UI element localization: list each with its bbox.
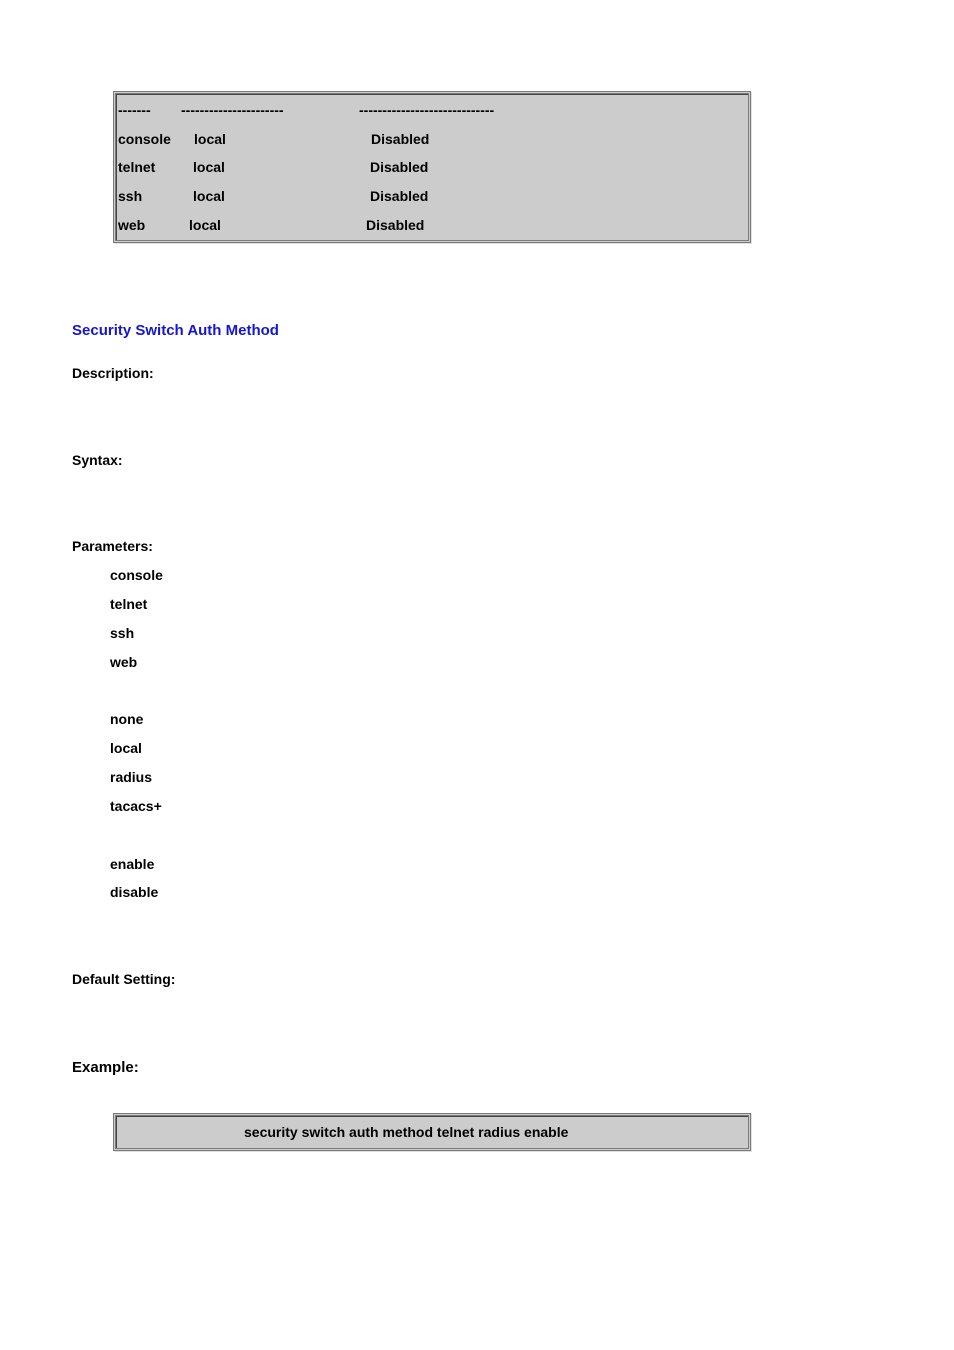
separator-col3: ----------------------------- [359,102,495,118]
row-interface: telnet [118,159,156,175]
row-status: Disabled [370,188,429,204]
separator-col1: ------- [118,102,151,118]
description-label: Description: [72,365,154,381]
example-command-box [113,1113,751,1151]
param-console: console [110,567,163,583]
param-radius: radius [110,769,153,785]
row-method: local [194,131,226,147]
row-method: local [193,159,225,175]
param-tacacs: tacacs+ [110,798,162,814]
param-none: none [110,711,144,727]
separator-col2: ---------------------- [181,102,284,118]
param-telnet: telnet [110,596,148,612]
row-status: Disabled [371,131,430,147]
row-status: Disabled [370,159,429,175]
param-enable: enable [110,856,155,872]
param-local: local [110,740,142,756]
row-method: local [189,217,221,233]
row-interface: console [118,131,171,147]
row-method: local [193,188,225,204]
default-setting-label: Default Setting: [72,971,176,987]
row-status: Disabled [366,217,425,233]
row-interface: web [118,217,146,233]
param-web: web [110,654,138,670]
example-label: Example: [72,1059,139,1076]
param-disable: disable [110,884,159,900]
syntax-label: Syntax: [72,452,123,468]
row-interface: ssh [118,188,143,204]
parameters-label: Parameters: [72,538,153,554]
param-ssh: ssh [110,625,135,641]
section-title: Security Switch Auth Method [72,322,279,339]
command-output-box [113,91,751,243]
example-command: security switch auth method telnet radius enable [244,1124,569,1140]
